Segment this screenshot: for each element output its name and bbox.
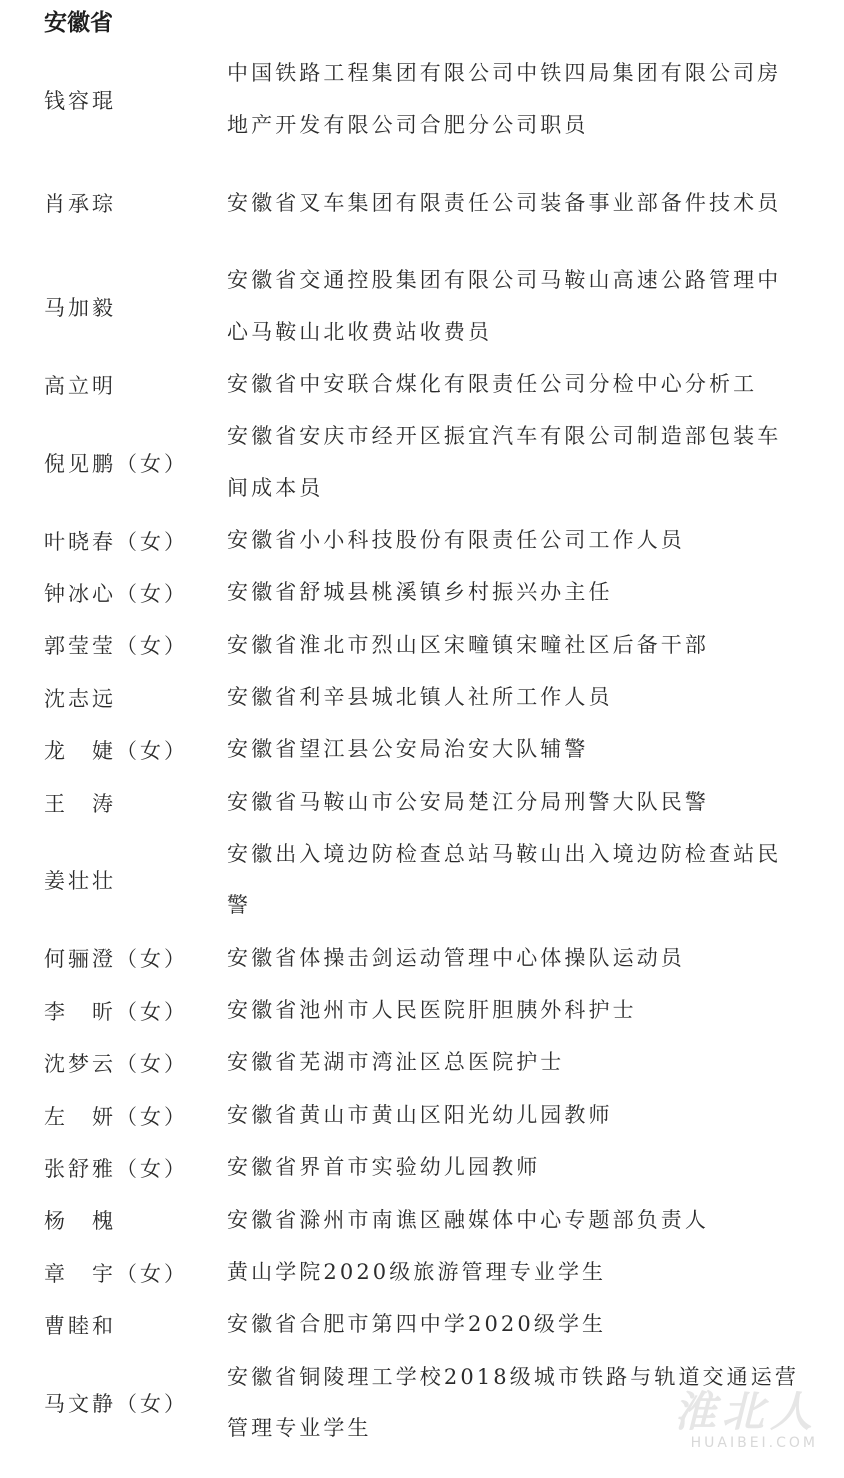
list-item bbox=[0, 48, 844, 152]
person-name: 曹睦和 bbox=[44, 1314, 116, 1339]
person-name: 姜壮壮 bbox=[44, 869, 116, 894]
list-item bbox=[0, 1089, 844, 1141]
person-affiliation: 安徽省小小科技股份有限责任公司工作人员 bbox=[227, 527, 685, 552]
person-affiliation: 安徽省体操击剑运动管理中心体操队运动员 bbox=[227, 945, 685, 970]
person-affiliation: 安徽省马鞍山市公安局楚江分局刑警大队民警 bbox=[227, 789, 709, 814]
province-heading: 安徽省 bbox=[44, 10, 113, 36]
person-name: 沈梦云（女） bbox=[44, 1052, 188, 1077]
list-item bbox=[0, 152, 844, 256]
person-name: 左 妍（女） bbox=[44, 1104, 188, 1129]
person-name: 沈志远 bbox=[44, 686, 116, 711]
list-item bbox=[0, 1142, 844, 1194]
person-affiliation: 黄山学院2020级旅游管理专业学生 bbox=[227, 1260, 607, 1285]
person-affiliation: 安徽省淮北市烈山区宋疃镇宋疃社区后备干部 bbox=[227, 632, 709, 657]
list-item bbox=[0, 411, 844, 515]
person-affiliation: 安徽省交通控股集团有限公司马鞍山高速公路管理中心马鞍山北收费站收费员 bbox=[227, 268, 782, 344]
list-item bbox=[0, 1247, 844, 1299]
person-name: 高立明 bbox=[44, 373, 116, 398]
list-item bbox=[0, 985, 844, 1037]
watermark-url: HUAIBEI.COM bbox=[690, 1435, 818, 1451]
list-item bbox=[0, 359, 844, 411]
person-name: 龙 婕（女） bbox=[44, 739, 188, 764]
person-name: 肖承琮 bbox=[44, 192, 116, 217]
person-name: 章 宇（女） bbox=[44, 1261, 188, 1286]
list-item bbox=[0, 1299, 844, 1351]
person-affiliation: 安徽省芜湖市湾沚区总医院护士 bbox=[227, 1050, 565, 1075]
person-name: 马文静（女） bbox=[44, 1392, 188, 1417]
person-affiliation: 安徽省铜陵理工学校2018级城市铁路与轨道交通运营管理专业学生 bbox=[227, 1364, 799, 1441]
person-affiliation: 安徽省安庆市经开区振宜汽车有限公司制造部包装车间成本员 bbox=[227, 424, 782, 500]
list-item bbox=[0, 672, 844, 724]
person-affiliation: 安徽省滁州市南谯区融媒体中心专题部负责人 bbox=[227, 1207, 709, 1232]
list-item bbox=[0, 567, 844, 619]
person-affiliation: 安徽省叉车集团有限责任公司装备事业部备件技术员 bbox=[227, 190, 782, 215]
list-item bbox=[0, 255, 844, 359]
person-name: 何骊澄（女） bbox=[44, 947, 188, 972]
person-name: 钟冰心（女） bbox=[44, 581, 188, 606]
person-name: 王 涛 bbox=[44, 791, 116, 816]
person-affiliation: 安徽省黄山市黄山区阳光幼儿园教师 bbox=[227, 1102, 613, 1127]
list-item bbox=[0, 776, 844, 828]
person-name: 倪见鹏（女） bbox=[44, 451, 188, 476]
list-item bbox=[0, 932, 844, 984]
person-name: 钱容琨 bbox=[44, 88, 116, 113]
watermark-logo bbox=[618, 1387, 818, 1460]
person-affiliation: 安徽省界首市实验幼儿园教师 bbox=[227, 1155, 541, 1180]
watermark-text: 淮北人 bbox=[673, 1387, 818, 1436]
list-item bbox=[0, 724, 844, 776]
person-affiliation: 中国铁路工程集团有限公司中铁四局集团有限公司房地产开发有限公司合肥分公司职员 bbox=[227, 61, 782, 137]
person-name: 张舒雅（女） bbox=[44, 1156, 188, 1181]
person-affiliation: 安徽省望江县公安局治安大队辅警 bbox=[227, 737, 589, 762]
person-affiliation: 安徽省舒城县桃溪镇乡村振兴办主任 bbox=[227, 580, 613, 605]
list-item bbox=[0, 619, 844, 671]
person-affiliation: 安徽出入境边防检查总站马鞍山出入境边防检查站民警 bbox=[227, 841, 782, 918]
honoree-list bbox=[0, 48, 844, 1455]
list-item bbox=[0, 1037, 844, 1089]
person-name: 李 昕（女） bbox=[44, 999, 188, 1024]
person-affiliation: 安徽省合肥市第四中学2020级学生 bbox=[227, 1312, 607, 1337]
person-affiliation: 安徽省中安联合煤化有限责任公司分检中心分析工 bbox=[227, 371, 758, 396]
person-name: 叶晓春（女） bbox=[44, 529, 188, 554]
person-name: 马加毅 bbox=[44, 295, 116, 320]
list-item bbox=[0, 829, 844, 933]
person-name: 郭莹莹（女） bbox=[44, 634, 188, 659]
person-affiliation: 安徽省利辛县城北镇人社所工作人员 bbox=[227, 685, 613, 709]
person-affiliation: 安徽省池州市人民医院肝胆胰外科护士 bbox=[227, 998, 637, 1023]
person-name: 杨 槐 bbox=[44, 1209, 116, 1234]
list-item bbox=[0, 514, 844, 566]
list-item bbox=[0, 1194, 844, 1246]
